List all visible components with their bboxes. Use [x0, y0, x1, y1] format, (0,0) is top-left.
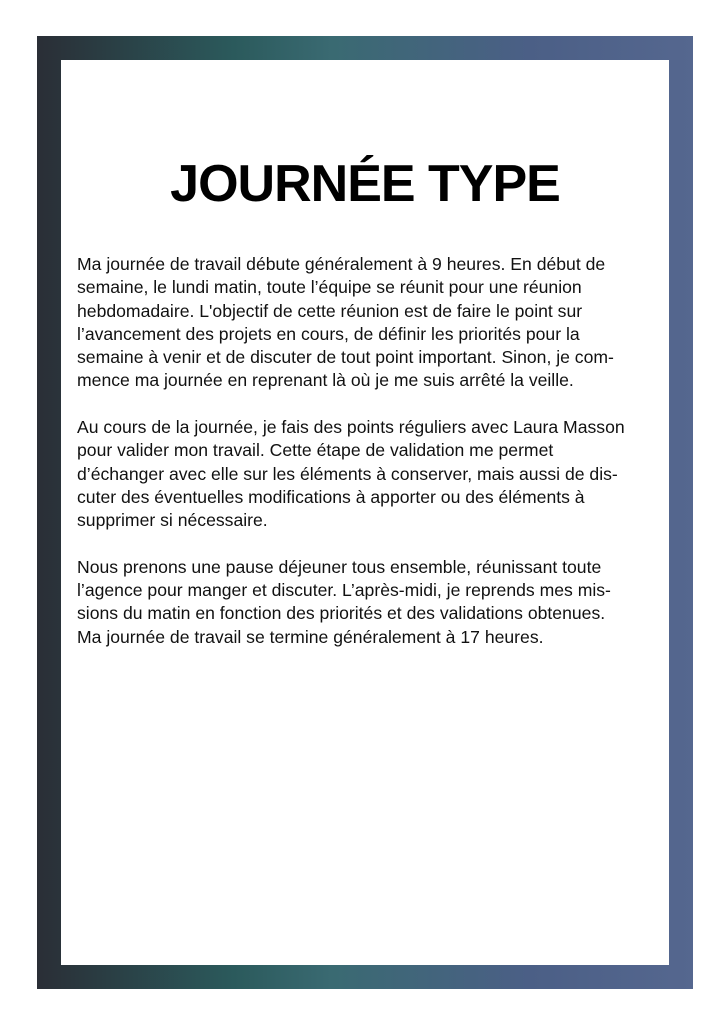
- paragraph-2: Au cours de la journée, je fais des points réguliers avec Laura Masson pour valider mon travail. Cette étape de validation me permet d’échanger avec elle sur les éléments à conserver, mais aussi de dis- cuter des éventuelles modifications à apporter ou des éléments à supprimer si nécessaire.: [77, 417, 625, 531]
- paragraph-1: Ma journée de travail débute généralement à 9 heures. En début de semaine, le lundi matin, toute l’équipe se réunit pour une réunion hebdomadaire. L'objectif de cette réunion est de faire le point sur l’avancement des projets en cours, de définir les priorités pour la semaine à venir et de discuter de tout point important. Sinon, je com- mence ma journée en reprenant là où je me suis arrêté la veille.: [77, 254, 614, 391]
- paragraph-3: Nous prenons une pause déjeuner tous ensemble, réunissant toute l’agence pour manger et discuter. L’après-midi, je reprends mes mis- sions du matin en fonction des priorités et des validations obtenues. Ma journée de travail se termine généralement à 17 heures.: [77, 556, 611, 647]
- page-title: JOURNÉE TYPE: [170, 155, 560, 213]
- body-text: [77, 253, 659, 672]
- content-sheet: [61, 60, 669, 965]
